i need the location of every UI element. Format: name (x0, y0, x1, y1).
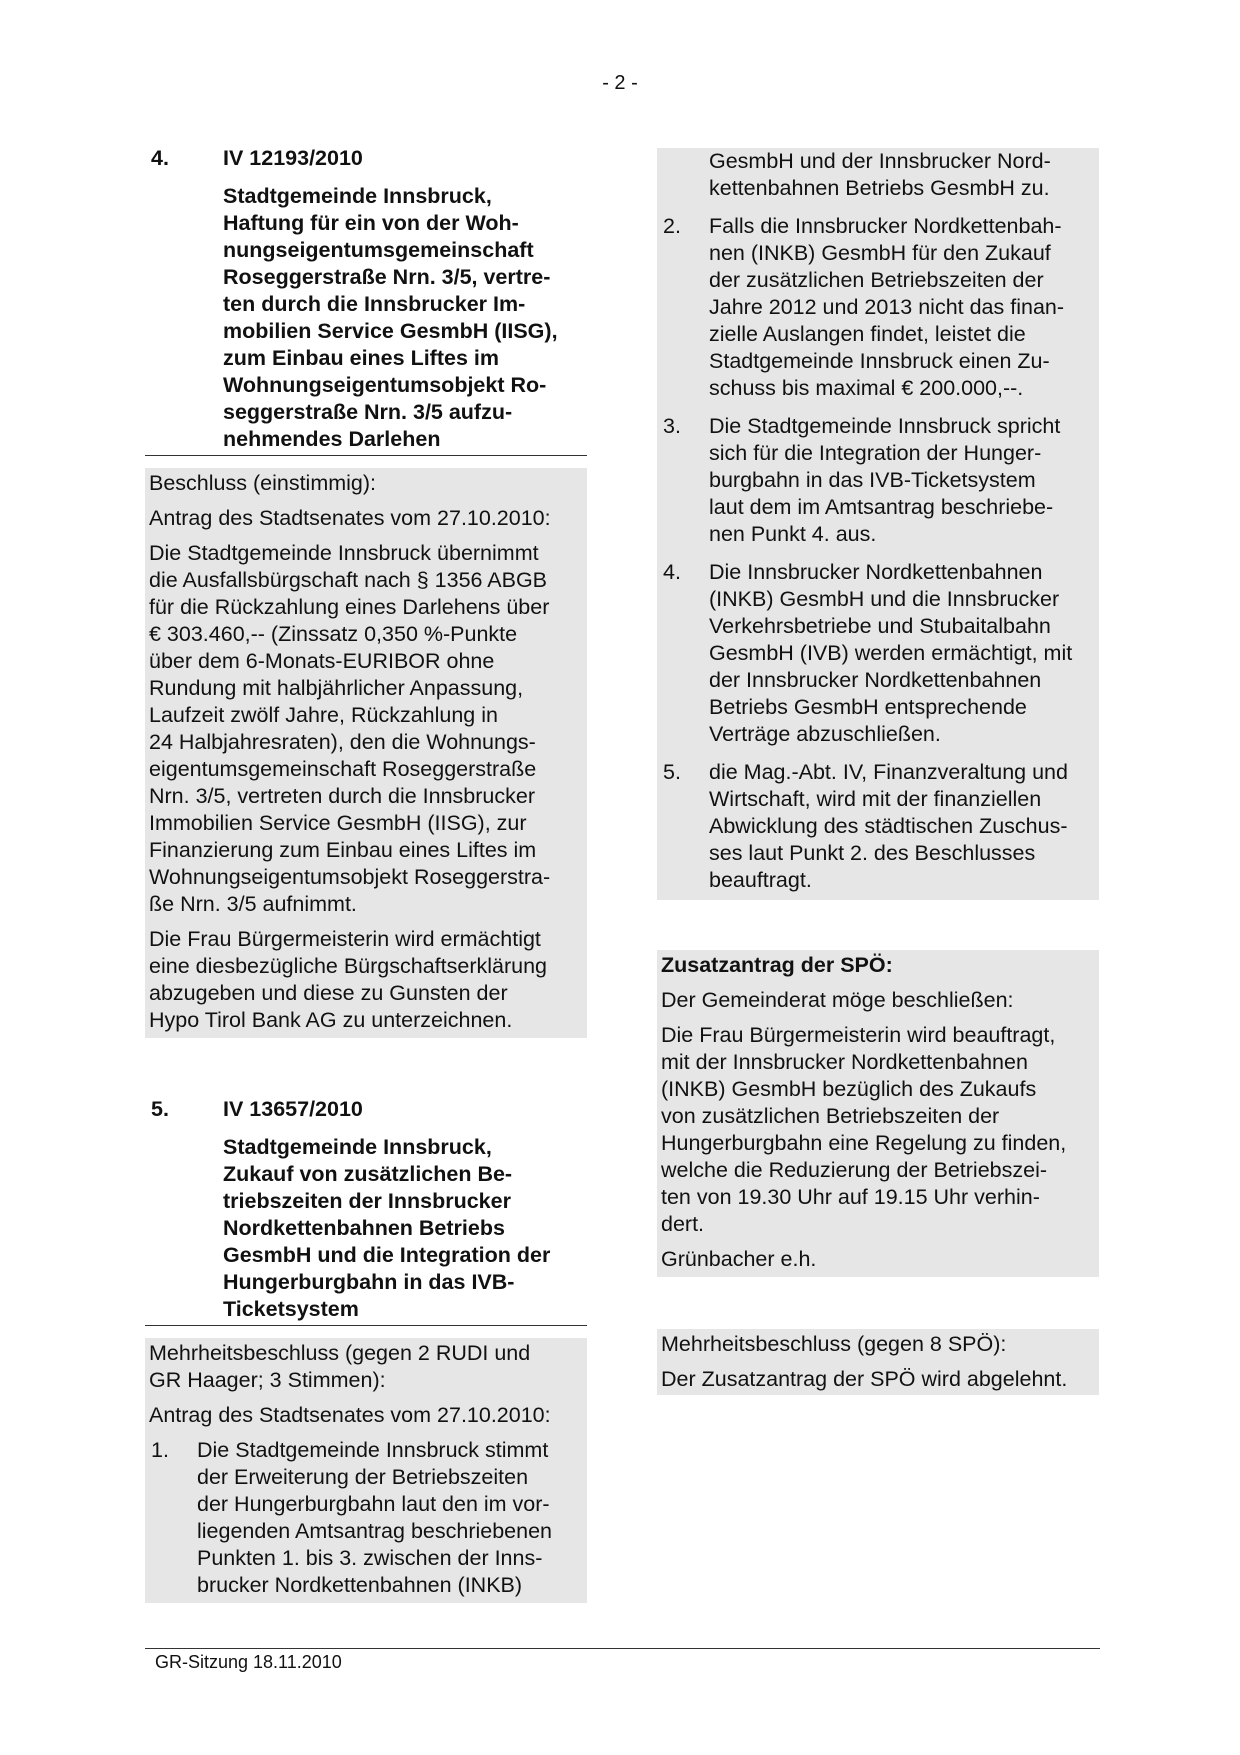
text-line: Hungerburgbahn in das IVB- (223, 1270, 515, 1294)
item-5-resolution-box-continued (657, 148, 1099, 900)
text-line: eigentumsgemeinschaft Roseggerstraße (149, 757, 537, 781)
list-item-text (709, 413, 1095, 548)
item-number: 4. (151, 146, 169, 170)
text-line: liegenden Amtsantrag beschriebenen (197, 1519, 553, 1543)
list-item-text (709, 148, 1095, 202)
text-line: Hungerburgbahn eine Regelung zu finden, (661, 1131, 1067, 1155)
text-line: nen Punkt 4. aus. (709, 522, 877, 546)
spoe-result-box (657, 1329, 1099, 1395)
list-number: 1. (151, 1438, 169, 1462)
text-line: Die Frau Bürgermeisterin wird ermächtigt (149, 927, 541, 951)
text-line: Nordkettenbahnen Betriebs (223, 1216, 505, 1240)
text-line: Roseggerstraße Nrn. 3/5, vertre- (223, 265, 551, 289)
text-line: der Innsbrucker Nordkettenbahnen (709, 668, 1042, 692)
text-line: Ticketsystem (223, 1297, 359, 1321)
spoe-result-label: Mehrheitsbeschluss (gegen 8 SPÖ): (661, 1332, 1007, 1356)
list-item-text (709, 759, 1095, 894)
text-line: Hypo Tirol Bank AG zu unterzeichnen. (149, 1008, 513, 1032)
spoe-body (661, 1022, 1095, 1238)
text-line: sich für die Integration der Hunger- (709, 441, 1042, 465)
text-line: Laufzeit zwölf Jahre, Rückzahlung in (149, 703, 498, 727)
text-line: Jahre 2012 und 2013 nicht das finan- (709, 295, 1065, 319)
text-line: Die Stadtgemeinde Innsbruck spricht (709, 414, 1061, 438)
text-line: für die Rückzahlung eines Darlehens über (149, 595, 550, 619)
text-line: Betriebs GesmbH entsprechende (709, 695, 1027, 719)
text-line: Finanzierung zum Einbau eines Liftes im (149, 838, 537, 862)
text-line: ten von 19.30 Uhr auf 19.15 Uhr verhin- (661, 1185, 1040, 1209)
motion-label: Antrag des Stadtsenates vom 27.10.2010: (149, 506, 551, 530)
item-5-resolution-box (145, 1338, 587, 1603)
text-line: Rundung mit halbjährlicher Anpassung, (149, 676, 524, 700)
resolution-paragraph (149, 540, 583, 918)
text-line: Stadtgemeinde Innsbruck einen Zu- (709, 349, 1050, 373)
text-line: brucker Nordkettenbahnen (INKB) (197, 1573, 523, 1597)
text-line: Nrn. 3/5, vertreten durch die Innsbrucker (149, 784, 535, 808)
list-number: 4. (663, 560, 681, 584)
list-item (149, 1437, 583, 1603)
text-line: über dem 6-Monats-EURIBOR ohne (149, 649, 495, 673)
text-line: zielle Auslangen findet, leistet die (709, 322, 1026, 346)
text-line: (INKB) GesmbH und die Innsbrucker (709, 587, 1060, 611)
text-line: Verträge abzuschließen. (709, 722, 941, 746)
text-line: der Hungerburgbahn laut den im vor- (197, 1492, 550, 1516)
text-line: Zukauf von zusätzlichen Be- (223, 1162, 513, 1186)
text-line: Abwicklung des städtischen Zuschus- (709, 814, 1068, 838)
text-line: Immobilien Service GesmbH (IISG), zur (149, 811, 527, 835)
spoe-additional-motion-box (657, 950, 1099, 1277)
text-line: zum Einbau eines Liftes im (223, 346, 499, 370)
list-number: 2. (663, 214, 681, 238)
list-item (661, 413, 1095, 548)
text-line: Falls die Innsbrucker Nordkettenbah- (709, 214, 1062, 238)
text-line: Wirtschaft, wird mit der finanziellen (709, 787, 1042, 811)
footer-session-date: GR-Sitzung 18.11.2010 (155, 1652, 342, 1672)
text-line: mit der Innsbrucker Nordkettenbahnen (661, 1050, 1028, 1074)
text-line: Haftung für ein von der Woh- (223, 211, 519, 235)
spoe-signature: Grünbacher e.h. (661, 1247, 817, 1271)
motion-label: Antrag des Stadtsenates vom 27.10.2010: (149, 1403, 551, 1427)
text-line: ße Nrn. 3/5 aufnimmt. (149, 892, 357, 916)
text-line: eine diesbezügliche Bürgschaftserklärung (149, 954, 547, 978)
text-line: ten durch die Innsbrucker Im- (223, 292, 526, 316)
text-line: dert. (661, 1212, 705, 1236)
text-line: Verkehrsbetriebe und Stubaitalbahn (709, 614, 1051, 638)
text-line: ses laut Punkt 2. des Beschlusses (709, 841, 1036, 865)
text-line: 24 Halbjahresraten), den die Wohnungs- (149, 730, 536, 754)
text-line: die Ausfallsbürgschaft nach § 1356 ABGB (149, 568, 548, 592)
text-line: Stadtgemeinde Innsbruck, (223, 184, 492, 208)
text-line: der Erweiterung der Betriebszeiten (197, 1465, 529, 1489)
resolution-label (149, 1338, 583, 1394)
item-4-resolution-box (145, 468, 587, 1038)
text-line: nen (INKB) GesmbH für den Zukauf (709, 241, 1051, 265)
text-line: Punkten 1. bis 3. zwischen der Inns- (197, 1546, 543, 1570)
text-line: Wohnungseigentumsobjekt Ro- (223, 373, 547, 397)
text-line: abzugeben und diese zu Gunsten der (149, 981, 508, 1005)
item-reference: IV 13657/2010 (223, 1097, 363, 1121)
right-column (657, 148, 1099, 1395)
text-line: welche die Reduzierung der Betriebszei- (661, 1158, 1048, 1182)
text-line: Die Stadtgemeinde Innsbruck übernimmt (149, 541, 539, 565)
text-line: schuss bis maximal € 200.000,--. (709, 376, 1024, 400)
text-line: nungseigentumsgemeinschaft (223, 238, 534, 262)
text-line: Mehrheitsbeschluss (gegen 2 RUDI und (149, 1341, 531, 1365)
text-line: beauftragt. (709, 868, 812, 892)
item-5-header (145, 1096, 587, 1123)
text-line: (INKB) GesmbH bezüglich des Zukaufs (661, 1077, 1037, 1101)
list-item-text (197, 1437, 583, 1599)
resolution-label: Beschluss (einstimmig): (149, 471, 376, 495)
spoe-intro: Der Gemeinderat möge beschließen: (661, 988, 1014, 1012)
page-number: - 2 - (602, 72, 638, 94)
list-number: 5. (663, 760, 681, 784)
text-line: die Mag.-Abt. IV, Finanzveraltung und (709, 760, 1068, 784)
list-number: 3. (663, 414, 681, 438)
list-item (661, 559, 1095, 748)
text-line: Wohnungseigentumsobjekt Roseggerstra- (149, 865, 551, 889)
text-line: burgbahn in das IVB-Ticketsystem (709, 468, 1036, 492)
spoe-result-text: Der Zusatzantrag der SPÖ wird abgelehnt. (661, 1367, 1068, 1391)
text-line: Die Innsbrucker Nordkettenbahnen (709, 560, 1043, 584)
list-item (661, 759, 1095, 900)
spoe-heading: Zusatzantrag der SPÖ: (661, 953, 893, 977)
item-5-title (223, 1134, 587, 1325)
list-item (661, 213, 1095, 402)
text-line: laut dem im Amtsantrag beschriebe- (709, 495, 1054, 519)
item-4-header (145, 145, 587, 172)
list-item-text (709, 559, 1095, 748)
list-item-continued (661, 148, 1095, 202)
text-line: GR Haager; 3 Stimmen): (149, 1368, 386, 1392)
text-line: kettenbahnen Betriebs GesmbH zu. (709, 176, 1050, 200)
text-line: GesmbH und der Innsbrucker Nord- (709, 149, 1051, 173)
text-line: nehmendes Darlehen (223, 427, 441, 451)
text-line: € 303.460,-- (Zinssatz 0,350 %-Punkte (149, 622, 518, 646)
text-line: von zusätzlichen Betriebszeiten der (661, 1104, 1000, 1128)
text-line: GesmbH (IVB) werden ermächtigt, mit (709, 641, 1073, 665)
item-reference: IV 12193/2010 (223, 146, 363, 170)
text-line: Stadtgemeinde Innsbruck, (223, 1135, 492, 1159)
text-line: Die Stadtgemeinde Innsbruck stimmt (197, 1438, 549, 1462)
left-column (145, 145, 587, 1603)
text-line: der zusätzlichen Betriebszeiten der (709, 268, 1044, 292)
text-line: Die Frau Bürgermeisterin wird beauftragt, (661, 1023, 1056, 1047)
text-line: GesmbH und die Integration der (223, 1243, 551, 1267)
item-4-title (223, 183, 587, 455)
item-number: 5. (151, 1097, 169, 1121)
resolution-paragraph (149, 926, 583, 1038)
text-line: mobilien Service GesmbH (IISG), (223, 319, 558, 343)
text-line: seggerstraße Nrn. 3/5 aufzu- (223, 400, 513, 424)
footer-divider (145, 1648, 1100, 1649)
list-item-text (709, 213, 1095, 402)
text-line: triebszeiten der Innsbrucker (223, 1189, 511, 1213)
